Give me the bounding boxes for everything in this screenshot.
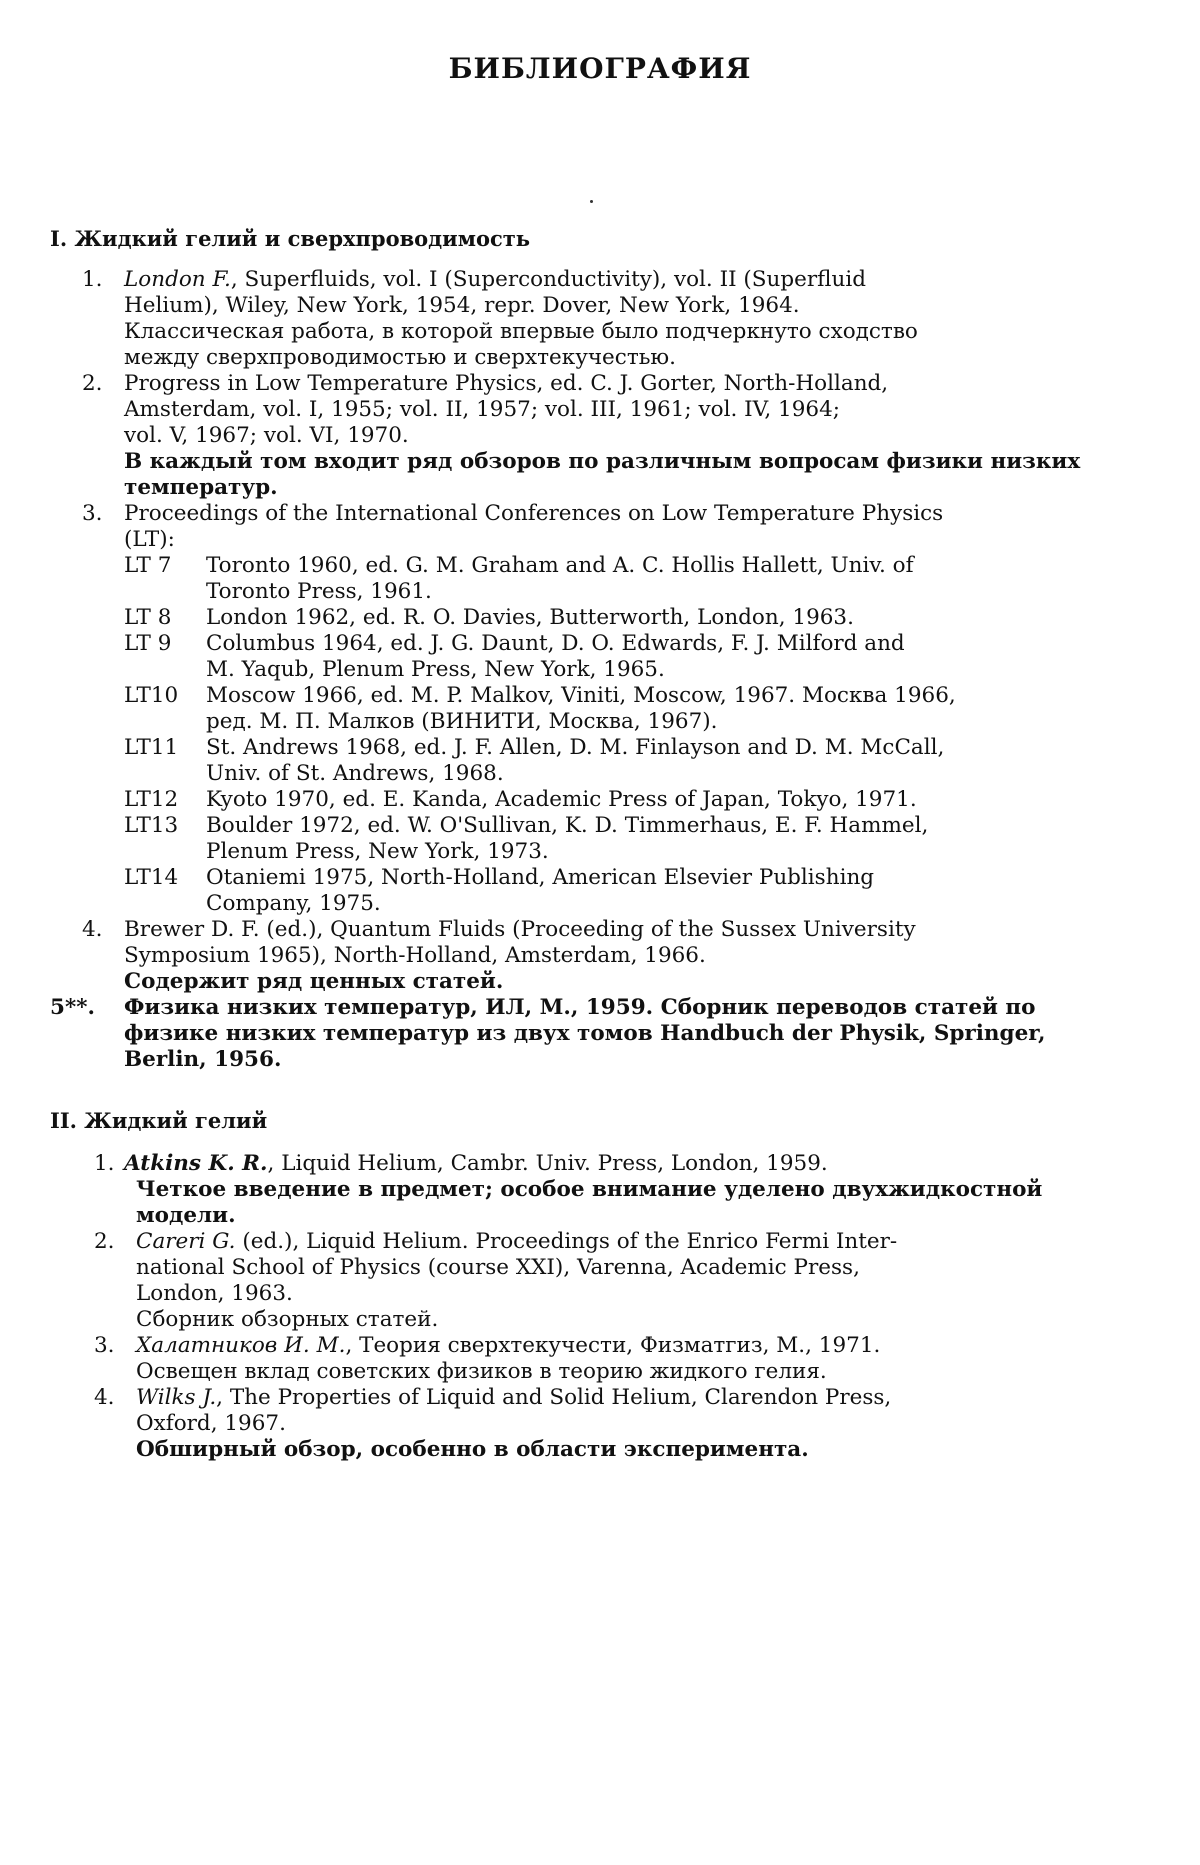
entry-line: Progress in Low Temperature Physics, ed. C. J. Gorter, North-Holland, [124, 370, 888, 398]
lt-line: London 1962, ed. R. O. Davies, Butterworth, London, 1963. [206, 604, 854, 632]
entry-note: Четкое введение в предмет; особое внимание уделено двухжидкостной [136, 1176, 1042, 1204]
entry-number: 3. [94, 1332, 115, 1360]
entry-line: Careri G. (ed.), Liquid Helium. Proceedings of the Enrico Fermi Inter- [136, 1228, 897, 1256]
lt-line: St. Andrews 1968, ed. J. F. Allen, D. M. Finlayson and D. M. McCall, [206, 734, 944, 762]
entry-line: Wilks J., The Properties of Liquid and Solid Helium, Clarendon Press, [136, 1384, 891, 1412]
lt-line: Toronto Press, 1961. [206, 578, 432, 606]
entry-line: Классическая работа, в которой впервые было подчеркнуто сходство [124, 318, 918, 346]
entry-line: Symposium 1965), North-Holland, Amsterdam, 1966. [124, 942, 706, 970]
lt-code: LT10 [124, 682, 178, 710]
entry-line: Халатников И. М., Теория сверхтекучести, Физматгиз, М., 1971. [136, 1332, 880, 1360]
entry-note: Сборник обзорных статей. [136, 1306, 438, 1334]
lt-line: ред. М. П. Малков (ВИНИТИ, Москва, 1967). [206, 708, 717, 736]
entry-line: Helium), Wiley, New York, 1954, repr. Dover, New York, 1964. [124, 292, 800, 320]
entry-line: между сверхпроводимостью и сверхтекучестью. [124, 344, 676, 372]
entry-line: физике низких температур из двух томов Handbuch der Physik, Springer, [124, 1020, 1046, 1048]
lt-line: Boulder 1972, ed. W. O'Sullivan, K. D. Timmerhaus, E. F. Hammel, [206, 812, 928, 840]
lt-line: Plenum Press, New York, 1973. [206, 838, 549, 866]
entry-author: Careri G. [136, 1229, 236, 1254]
lt-code: LT14 [124, 864, 178, 892]
lt-line: Otaniemi 1975, North-Holland, American Elsevier Publishing [206, 864, 874, 892]
entry-number: 5**. [50, 994, 95, 1022]
stray-dot [590, 200, 593, 203]
entry-number: 2. [94, 1228, 115, 1256]
entry-line: (LT): [124, 526, 175, 554]
entry-line: national School of Physics (course XXI), Varenna, Academic Press, [136, 1254, 860, 1282]
lt-code: LT12 [124, 786, 178, 814]
lt-code: LT13 [124, 812, 178, 840]
entry-author: Wilks J. [136, 1385, 216, 1410]
entry-line: Физика низких температур, ИЛ, М., 1959. Сборник переводов статей по [124, 994, 1036, 1022]
entry-author: Халатников И. М. [136, 1333, 345, 1358]
entry-note: Содержит ряд ценных статей. [124, 968, 503, 996]
entry-line: Amsterdam, vol. I, 1955; vol. II, 1957; vol. III, 1961; vol. IV, 1964; [124, 396, 840, 424]
entry-line: Proceedings of the International Conferences on Low Temperature Physics [124, 500, 943, 528]
entry-author: London F. [124, 267, 231, 292]
entry-note: температур. [124, 474, 278, 502]
entry-number: 4. [94, 1384, 115, 1412]
lt-line: Kyoto 1970, ed. E. Kanda, Academic Press of Japan, Tokyo, 1971. [206, 786, 917, 814]
entry-author: Atkins K. R. [124, 1151, 268, 1176]
entry-note: Освещен вклад советских физиков в теорию жидкого гелия. [136, 1358, 827, 1386]
entry-number: 4. [82, 916, 103, 944]
entry-line: London, 1963. [136, 1280, 293, 1308]
lt-line: Columbus 1964, ed. J. G. Daunt, D. O. Edwards, F. J. Milford and [206, 630, 905, 658]
lt-line: Toronto 1960, ed. G. M. Graham and A. C. Hollis Hallett, Univ. of [206, 552, 914, 580]
entry-line: Berlin, 1956. [124, 1046, 281, 1074]
entry-line: vol. V, 1967; vol. VI, 1970. [124, 422, 409, 450]
section-heading: I. Жидкий гелий и сверхпроводимость [50, 226, 530, 251]
lt-line: M. Yaqub, Plenum Press, New York, 1965. [206, 656, 665, 684]
entry-number: 1. [82, 266, 103, 294]
entry-note: Обширный обзор, особенно в области эксперимента. [136, 1436, 809, 1464]
lt-line: Company, 1975. [206, 890, 381, 918]
lt-code: LT 8 [124, 604, 171, 632]
lt-code: LT 9 [124, 630, 171, 658]
entry-line: Brewer D. F. (ed.), Quantum Fluids (Proceeding of the Sussex University [124, 916, 916, 944]
entry-number: 3. [82, 500, 103, 528]
entry-number: 1. [94, 1150, 115, 1178]
lt-line: Moscow 1966, ed. M. P. Malkov, Viniti, Moscow, 1967. Москва 1966, [206, 682, 956, 710]
lt-code: LT11 [124, 734, 178, 762]
entry-line: London F., Superfluids, vol. I (Superconductivity), vol. II (Superfluid [124, 266, 866, 294]
entry-line: Atkins K. R., Liquid Helium, Cambr. Univ. Press, London, 1959. [124, 1150, 828, 1178]
entry-note: модели. [136, 1202, 236, 1230]
section-heading: II. Жидкий гелий [50, 1108, 267, 1133]
lt-code: LT 7 [124, 552, 171, 580]
lt-line: Univ. of St. Andrews, 1968. [206, 760, 504, 788]
page-title: БИБЛИОГРАФИЯ [0, 52, 1200, 85]
entry-line: Oxford, 1967. [136, 1410, 286, 1438]
entry-note: В каждый том входит ряд обзоров по различным вопросам физики низких [124, 448, 1080, 476]
entry-number: 2. [82, 370, 103, 398]
